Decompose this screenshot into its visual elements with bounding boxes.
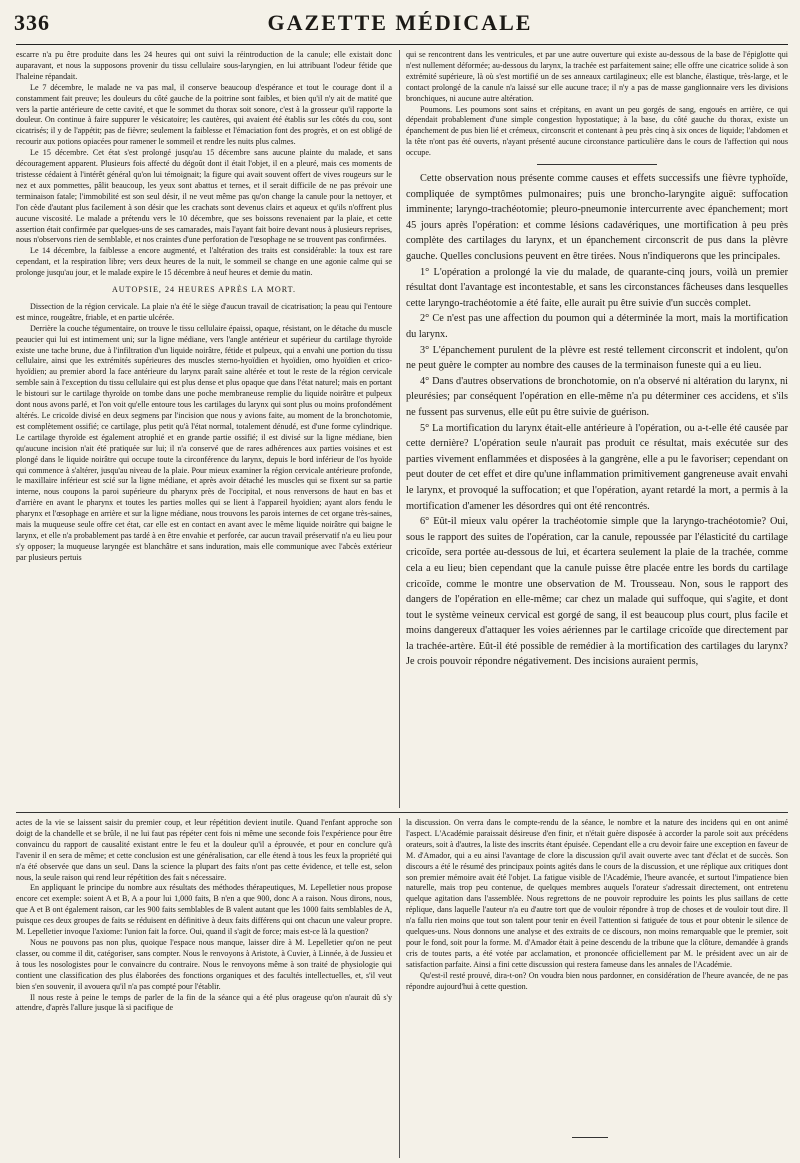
paragraph: 4° Dans d'autres observations de bronchotomie, on n'a observé ni altération du larynx, ni pleurésies; par conséquent l'opération en elle-même n'a pu déterminer ces accidens, et s'ils ne fussent pas survenus, elle eût pu être suivie de guérison. [406, 375, 788, 418]
paragraph: Dissection de la région cervicale. La plaie n'a été le siège d'aucun travail de cicatrisation; la peau qui l'entoure est mince, rougeâtre, friable, et en partie ulcérée. [16, 301, 392, 322]
lower-right-column [406, 818, 788, 1133]
end-of-article-rule [572, 1137, 608, 1138]
paragraph: 5° La mortification du larynx était-elle antérieure à l'opération, ou a-t-elle été causée par cette dernière? L'opération seule n'aurait pas produit ce résultat, mais exécutée sur des parties vivement enflammées et disposées à la gangrène, elle a pu le favoriser; cependant on peut douter de cet effet et dire qu'une inflammation primitivement gangreneuse avait envahi le larynx, et provoqué la suffocation; et que l'opération, ayant retardé la mort, a permis à la mortification d'amener les désordres qui ont été rencontrés. [406, 422, 788, 512]
paragraph: actes de la vie se laissent saisir du premier coup, et leur répétition devient inutile. Quand l'enfant approche son doigt de la chandelle et se brûle, il ne lui faut pas répéter cent fois ni même une seconde fois l'expérience pour être convaincu du rapport de causalité existant entre le feu et la douleur qu'il a éprouvée, et pour en conclure qu'à l'avenir il en sera de même; et cette conclusion est une généralisation, car elle étend à tous les feux la propriété qui n'a été observée que dans un seul. Dans la science la plupart des faits n'ont pas cette évidence, et telle est, selon nous, la seule raison qui rend leur répétition des fait s nécessaire. [16, 818, 392, 882]
autopsy-heading: AUTOPSIE, 24 HEURES APRÈS LA MORT. [111, 285, 297, 295]
paragraph: 6° Eût-il mieux valu opérer la trachéotomie simple que la laryngo-trachéotomie? Oui, sous le rapport des suites de l'opération, car la canule, repoussée par l'élasticité du cartilage cricoïde, sera portée au-dessous de lui, et écartera seulement la plaie de la trachée, comme cela a eu lieu; bien cependant que la canule puisse être placée entre les bords du cartilage cricoïde, comme le montre une observation de M. Trousseau. Non, sous le rapport des dangers de l'opération en elle-même; car chez un malade qui suffoque, qui s'agite, et dont tout le système veineux cervical est gorgé de sang, il est beaucoup plus court, plus facile et moins dangereux d'attaquer les voies aériennes par le cartilage cricoïde que directement par la trachée-artère. Eût-il été possible de remédier à la mortification des cartilages du larynx? Je crois pouvoir répondre négativement. Des incisions auraient permis, [406, 516, 788, 668]
paragraph: En appliquant le principe du nombre aux résultats des méthodes thérapeutiques, M. Lepelletier nous propose encore cet exemple: soient A et B, A a pour lui 1,000 faits, B n'en a que 900, donc A a raison. Nous dirons, nous, que A et B ont également raison, car les 900 faits semblables de B valent autant que les 1000 faits semblables de A, puisque ces deux groupes de faits se réduisent en définitive à deux faits différens qui ont chacun une valeur propre. M. Lepelletier invoque l'axiome: l'union fait la force. Oui, quand il s'agit de force; mais est-ce là la question? [16, 883, 392, 937]
conclusions-section [406, 171, 788, 670]
paragraph: 1° L'opération a prolongé la vie du malade, de quarante-cinq jours, voilà un premier résultat dont l'avantage est incontestable, et sans les circonstances fâcheuses dans lesquelles cette laryngo-trachéotomie a été faite, elle aurait pu être suivie d'un succès complet. [406, 266, 788, 309]
column-divider-upper [399, 50, 400, 808]
column-divider-lower [399, 818, 400, 1158]
paragraph: Poumons. Les poumons sont sains et crépitans, en avant un peu gorgés de sang, engoués en arrière, ce qui dépendait probablement d'une simple congestion hypostatique; à la base, du côté gauche du thorax, existe un épanchement de pus bien lié et crémeux, circonscrit et contenant à peu près cinq à six onces de liquide; l'abdomen et la tête n'ont pas été ouverts, n'ayant présenté aucune circonstance particulière dans le cours de l'affection qui nous occupe. [406, 104, 788, 158]
paragraph: Le 15 décembre. Cet état s'est prolongé jusqu'au 15 décembre sans aucune plainte du malade, et sans découragement apparent. Plusieurs fois affecté du dégoût dont il était l'objet, il en a pleuré, mais ces moments de tristesse cédaient à l'intérêt général qu'on lui témoignait; la figure qui avait souvent offert de vives rougeurs sur le nez et aux pommettes, pâlit beaucoup, les yeux sont abattus et ternes, et il serait difficile de ne pas prévoir une terminaison fatale; l'immobilité est son seul désir, il ne veut même pas qu'on change la canule pour la nettoyer, et l'on cède d'autant plus facilement à son désir que les crachats sont devenus clairs et aqueux et qu'ils n'offrent plus aucune viscosité. Le malade a prétendu vers le 10 décembre, que ses boissons revenaient par la plaie, et cette assertion était confirmée par quelques-uns de ses camarades, mais l'ayant fait boire devant nous à plusieurs reprises, nous n'observons rien de semblable, et nos craintes d'une perforation de l'œsophage ne se trouvent pas confirmées. [16, 148, 392, 245]
paragraph: Le 14 décembre, la faiblesse a encore augmenté, et l'altération des traits est considérable: la toux est rare cependant, et la respiration libre; vers deux heures de la nuit, le sommeil se change en une agonie calme qui se prolonge jusqu'au jour, et le malade expire le 15 décembre à neuf heures et demie du matin. [16, 246, 392, 278]
section-divider [537, 164, 657, 165]
upper-right-column [406, 50, 788, 808]
paragraph: Cette observation nous présente comme causes et effets successifs une fièvre typhoïde, compliquée de symptômes pulmonaires; puis une broncho-laryngite aiguë: suffocation imminente; laryngo-trachéotomie; pleuro-pneumonie intercurrente avec épanchement; mort 45 jours après l'opération: et comme lésions cadavériques, une mortification à peu près complète des cartilages du larynx, et un épanchement circonscrit de pus dans la plèvre gauche. Quelles conclusions peuvent en être tirées. Nous n'indiquerons que les principales. [406, 173, 788, 263]
paragraph: 3° L'épanchement purulent de la plèvre est resté tellement circonscrit et indolent, qu'on ne peut guère le compter au nombre des causes de la terminaison funeste qui a eu lieu. [406, 344, 788, 372]
paragraph: Qu'est-il resté prouvé, dira-t-on? On voudra bien nous pardonner, en considération de l'heure avancée, de ne pas répondre aujourd'hui à cette question. [406, 970, 788, 991]
paragraph: Derrière la couche tégumentaire, on trouve le tissu cellulaire épaissi, opaque, résistant, on le détache du muscle peaucier qui lui est intimement uni; sur la ligne médiane, vers l'angle antérieur et supérieur du cartilage thyroïde existe une tache brune, due à l'infiltration d'un liquide noirâtre, fétide et pulpeux, qui a envahi une portion du tissu cellulaire, ainsi que les extrémités supérieures des muscles sterno-hyoïdien et hyoïdien, omo hyoïdien et crico-hyoïdien; au premier abord la face antérieure du larynx paraît saine altérée et tout le reste de la région cervicale semble sain à l'exception du tissu cellulaire qui est plus dense et plus opaque que dans l'état naturel; mais en portant le bistouri sur le cartilage thyroïde on tombe dans une poche membraneuse remplie du liquide noirâtre et pulpeux dont nous avons parlé, et l'on voit qu'elle entoure tous les cartilages du larynx qui sont plus ou moins profondément altérés. Le cricoïde divisé en deux segmens par l'incision que nous y avions faite, au moment de la bronchotomie, est complètement ossifié; ce cartilage, plus petit qu'à l'état normal, totalement dénudé, est d'une forme cylindrique. Le cartilage thyroïde est également atrophié et en grande partie ossifié; il est divisé sur la ligne médiane, bien qu'aucune incision n'ait été pratiquée sur lui; il n'a conservé que de rares adhérences aux parties voisines et est plongé dans le liquide noirâtre qui occupe toute la circonférence du larynx, depuis le bord inférieur de l'os hyoïde qui commence à s'altérer, jusqu'au niveau de la plaie. Pour mieux examiner la région cervicale antérieure profonde, le maxillaire inférieur est scié sur la ligne médiane, et après avoir détaché les muscles qui se fixent sur sa partie interne, nous coupons la paroi supérieure du pharynx près de l'occipital, et nous renversons de haut en bas et d'arrière en avant le pharynx et toutes les parties molles qui se lient à l'appareil hyoïdien; ayant alors fendu le pharynx et l'œsophage en arrière et sur la ligne médiane, nous trouvons les parois internes de cet organe très-saines, mais la muqueuse seule offre cet état, car elle est en contact en avant avec le même liquide noirâtre qui baigne le larynx, et elle n'a probablement pas tardé à en être envahie et perforée, car aucun travail préservatif n'a eu lieu pour s'y opposer; la muqueuse laryngée est blanchâtre et sans induration, mais elle communique avec l'abcès extérieur par plusieurs pertuis [16, 323, 392, 562]
paragraph: escarre n'a pu être produite dans les 24 heures qui ont suivi la réintroduction de la canule; elle existait donc auparavant, et nous la supposons provenir du tissu cellulaire sous-laryngien, en lui attribuant l'odeur fétide que l'haleine répandait. [16, 50, 392, 81]
page-number: 336 [14, 10, 50, 35]
horizontal-section-rule [16, 812, 788, 813]
paragraph: la discussion. On verra dans le compte-rendu de la séance, le nombre et la nature des incidens qui en ont animé l'aspect. L'Académie paraissait désireuse d'en finir, et n'était guère disposée à accorder la parole soit aux précédens orateurs, soit à d'autres, la liste des inscrits étant épuisée. Cependant elle a cru devoir faire une exception en faveur de M. d'Amador, qui a eu ainsi l'avantage de clore la discussion qu'il avait ouverte avec tant d'éclat et de succès. Son discours a été le résumé des principaux points agités dans le cours de la discussion, et une réplique aux critiques dont son premier mémoire avait été l'objet. La fatigue visible de l'Académie, l'heure avancée, et surtout l'impatience bien naturelle, mais trop peu contenue, de quelques membres auquels l'orateur s'adressait directement, ont entretenu quelque agitation dans l'assemblée. Nous regrettons de ne pouvoir reproduire les points les plus saillans de cette réplique, dans laquelle l'auteur n'a eu d'autre tort que de vouloir répondre à trop de choses et de vouloir tout dire. Il n'a fallu rien moins que tout son talent pour tenir en éveil l'attention si fatiguée de tous et pour obtenir le silence de quelques-uns. Nous donnons une analyse et des extraits de ce discours, non moins remarquable que le premier, soit pour le fond, soit pour la forme. M. d'Amador était à peine descendu de la tribune que la clôture, demandée à grands cris de toutes parts, a été votée par acclamation, et prononcée officiellement par M. le président avec un air de satisfaction parfaite. Ainsi a fini cette discussion qui restera fameuse dans les annales de l'Académie. [406, 818, 788, 969]
masthead-title: GAZETTE MÉDICALE [267, 10, 533, 35]
paragraph: Il nous reste à peine le temps de parler de la fin de la séance qui a été plus orageuse qu'on n'aurait dû s'y attendre, d'après l'allure jusque là si pacifique de [16, 992, 392, 1013]
paragraph: Le 7 décembre, le malade ne va pas mal, il conserve beaucoup d'espérance et tout le courage dont il a constamment fait preuve; les douleurs du côté gauche de la poitrine sont faibles, et bien qu'il n'y ait de matité que vers la partie antérieure de cette cavité, et que le sommet du thorax soit sonore, c'est à la grosseur qu'il rapporte la douleur. On continue à faire suppurer le vésicatoire; les cautères, qui avaient été établis sur les côtés du cou, sont cicatrisés; il y de l'appétit; pas de fièvre; seulement la faiblesse et l'émaciation font des progrès, et on est obligé de recourir aux potions opiacées pour ramener le sommeil et rendre les nuits plus calmes. [16, 82, 392, 147]
header-rule [16, 44, 788, 45]
lower-left-column [16, 818, 392, 1158]
upper-left-column [16, 50, 392, 808]
paragraph: qui se rencontrent dans les ventricules, et par une autre ouverture qui existe au-dessous de la base de l'épiglotte qui n'est nullement déformée; au-dessous du larynx, la trachée est parfaitement saine; elle offre une cicatrice solide à son extrémité supérieure, là où s'est mortifié un de ses anneaux cartilagineux; elle est blanche, élastique, très-large, et le contact prolongé de la canule n'a laissé sur elle aucune trace; il n'y a pas de masse ganglionnaire vers les divisions bronchiques, ni aucune autre altération. [406, 50, 788, 103]
paragraph: 2° Ce n'est pas une affection du poumon qui a déterminée la mort, mais la mortification du larynx. [406, 313, 788, 340]
lesions-section [406, 50, 788, 159]
paragraph: Nous ne pouvons pas non plus, quoique l'espace nous manque, laisser dire à M. Lepelletier qu'on ne peut classer, ou comme il dit, catégoriser, sans compter. Nous le renvoyons à Aristote, à Cuvier, à Linnée, à de Jussieu et à tous les nosologistes pour le convaincre du contraire. Nous le renvoyons même à son traité de physiologie qui contient une classification des plus élaborées des fonctions organiques et des facultés intellectuelles, et, s'il veut bien s'en souvenir, il avouera qu'il n'a pas compté pour l'établir. [16, 937, 392, 991]
